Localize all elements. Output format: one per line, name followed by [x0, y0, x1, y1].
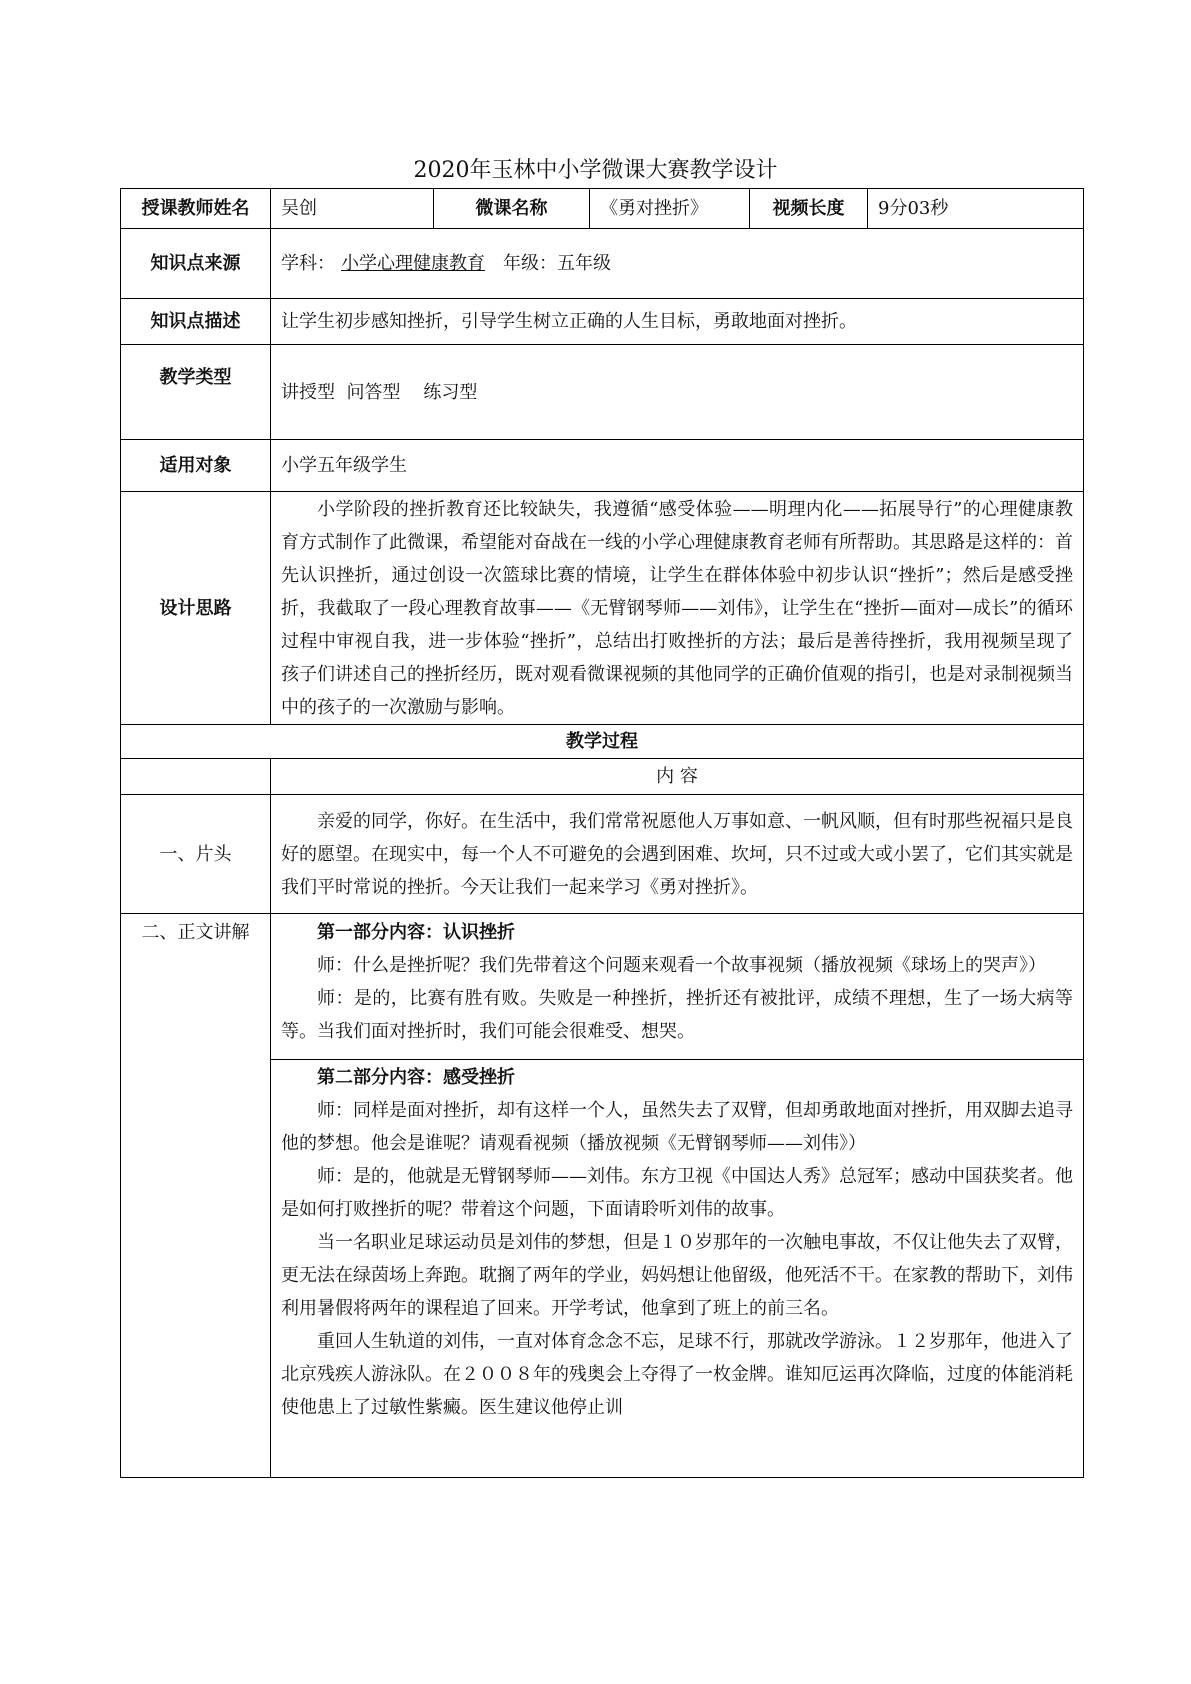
type-label: 教学类型 [121, 345, 271, 440]
part1-paragraph: 师：是的，比赛有胜有败。失败是一种挫折，挫折还有被批评，成绩不理想，生了一场大病等等。当我们面对挫折时，我们可能会很难受、想哭。 [281, 988, 1073, 1042]
info-row [121, 189, 1084, 229]
type-row [121, 345, 1084, 440]
section-content [271, 795, 1084, 914]
subject-value: 小学心理健康教育 [341, 253, 485, 274]
part2-paragraph: 师：同样是面对挫折，却有这样一个人，虽然失去了双臂，但却勇敢地面对挫折，用双脚去追寻他的梦想。他会是谁呢？请观看视频（播放视频《无臂钢琴师——刘伟》） [281, 1100, 1073, 1154]
content-header-row [121, 759, 1084, 795]
part2-heading: 第二部分内容：感受挫折 [317, 1067, 515, 1088]
design-text: 小学阶段的挫折教育还比较缺失，我遵循“感受体验——明理内化——拓展导行”的心理健康教育方式制作了此微课，希望能对奋战在一线的小学心理健康教育老师有所帮助。其思路是这样的：首先认识挫折，通过创设一次篮球比赛的情境，让学生在群体体验中初步认识“挫折”；然后是感受挫折，我截取了一段心理教育故事——《无臂钢琴师——刘伟》，让学生在“挫折—面对—成长”的循环过程中审视自我，进一步体验“挫折”，总结出打败挫折的方法；最后是善待挫折，我用视频呈现了孩子们讲述自己的挫折经历，既对观看微课视频的其他同学的正确价值观的指引，也是对录制视频当中的孩子的一次激励与影响。 [281, 498, 1073, 718]
video-length-value: 9分03秒 [868, 189, 1084, 229]
design-row [121, 492, 1084, 725]
part2-paragraph: 重回人生轨道的刘伟，一直对体育念念不忘，足球不行，那就改学游泳。１２岁那年，他进入了北京残疾人游泳队。在２００８年的残奥会上夺得了一枚金牌。谁知厄运再次降临，过度的体能消耗使他患上了过敏性紫癜。医生建议他停止训 [281, 1331, 1073, 1418]
grade-value: 年级：五年级 [503, 253, 611, 274]
empty-cell [121, 759, 271, 795]
audience-label: 适用对象 [121, 440, 271, 492]
part1-content [271, 914, 1084, 1060]
description-label: 知识点描述 [121, 299, 271, 345]
course-name-value: 《勇对挫折》 [590, 189, 750, 229]
process-header-row [121, 725, 1084, 759]
teacher-label: 授课教师姓名 [121, 189, 271, 229]
audience-value: 小学五年级学生 [271, 440, 1084, 492]
video-length-label: 视频长度 [750, 189, 868, 229]
subject-prefix: 学科： [281, 253, 335, 274]
process-label: 教学过程 [121, 725, 1084, 759]
part2-content [271, 1060, 1084, 1478]
design-label: 设计思路 [121, 492, 271, 725]
type-value: 讲授型 问答型 练习型 [271, 345, 1084, 440]
document-title: 2020年玉林中小学微课大赛教学设计 [413, 158, 778, 183]
description-row [121, 299, 1084, 345]
design-value [271, 492, 1084, 725]
lesson-design-table [120, 188, 1084, 1478]
source-row [121, 229, 1084, 299]
section-row [121, 914, 1084, 1060]
part1-heading: 第一部分内容：认识挫折 [317, 922, 515, 943]
audience-row [121, 440, 1084, 492]
source-label: 知识点来源 [121, 229, 271, 299]
course-name-label: 微课名称 [434, 189, 590, 229]
content-header: 内 容 [271, 759, 1084, 795]
section-name: 一、片头 [121, 795, 271, 914]
section-name: 二、正文讲解 [121, 914, 271, 1478]
teacher-value: 吴创 [271, 189, 434, 229]
part1-paragraph: 师：什么是挫折呢？我们先带着这个问题来观看一个故事视频（播放视频《球场上的哭声》） [317, 955, 1046, 976]
part2-paragraph: 当一名职业足球运动员是刘伟的梦想，但是１０岁那年的一次触电事故，不仅让他失去了双臂，更无法在绿茵场上奔跑。耽搁了两年的学业，妈妈想让他留级，他死活不干。在家教的帮助下，刘伟利用暑假将两年的课程追了回来。开学考试，他拿到了班上的前三名。 [281, 1232, 1073, 1319]
description-value: 让学生初步感知挫折，引导学生树立正确的人生目标，勇敢地面对挫折。 [271, 299, 1084, 345]
section-paragraph: 亲爱的同学，你好。在生活中，我们常常祝愿他人万事如意、一帆风顺，但有时那些祝福只是良好的愿望。在现实中，每一个人不可避免的会遇到困难、坎坷，只不过或大或小罢了，它们其实就是我们平时常说的挫折。今天让我们一起来学习《勇对挫折》。 [281, 810, 1073, 898]
part2-paragraph: 师：是的，他就是无臂钢琴师——刘伟。东方卫视《中国达人秀》总冠军；感动中国获奖者。他是如何打败挫折的呢？带着这个问题，下面请聆听刘伟的故事。 [281, 1166, 1073, 1220]
source-value [271, 229, 1084, 299]
section-row [121, 795, 1084, 914]
